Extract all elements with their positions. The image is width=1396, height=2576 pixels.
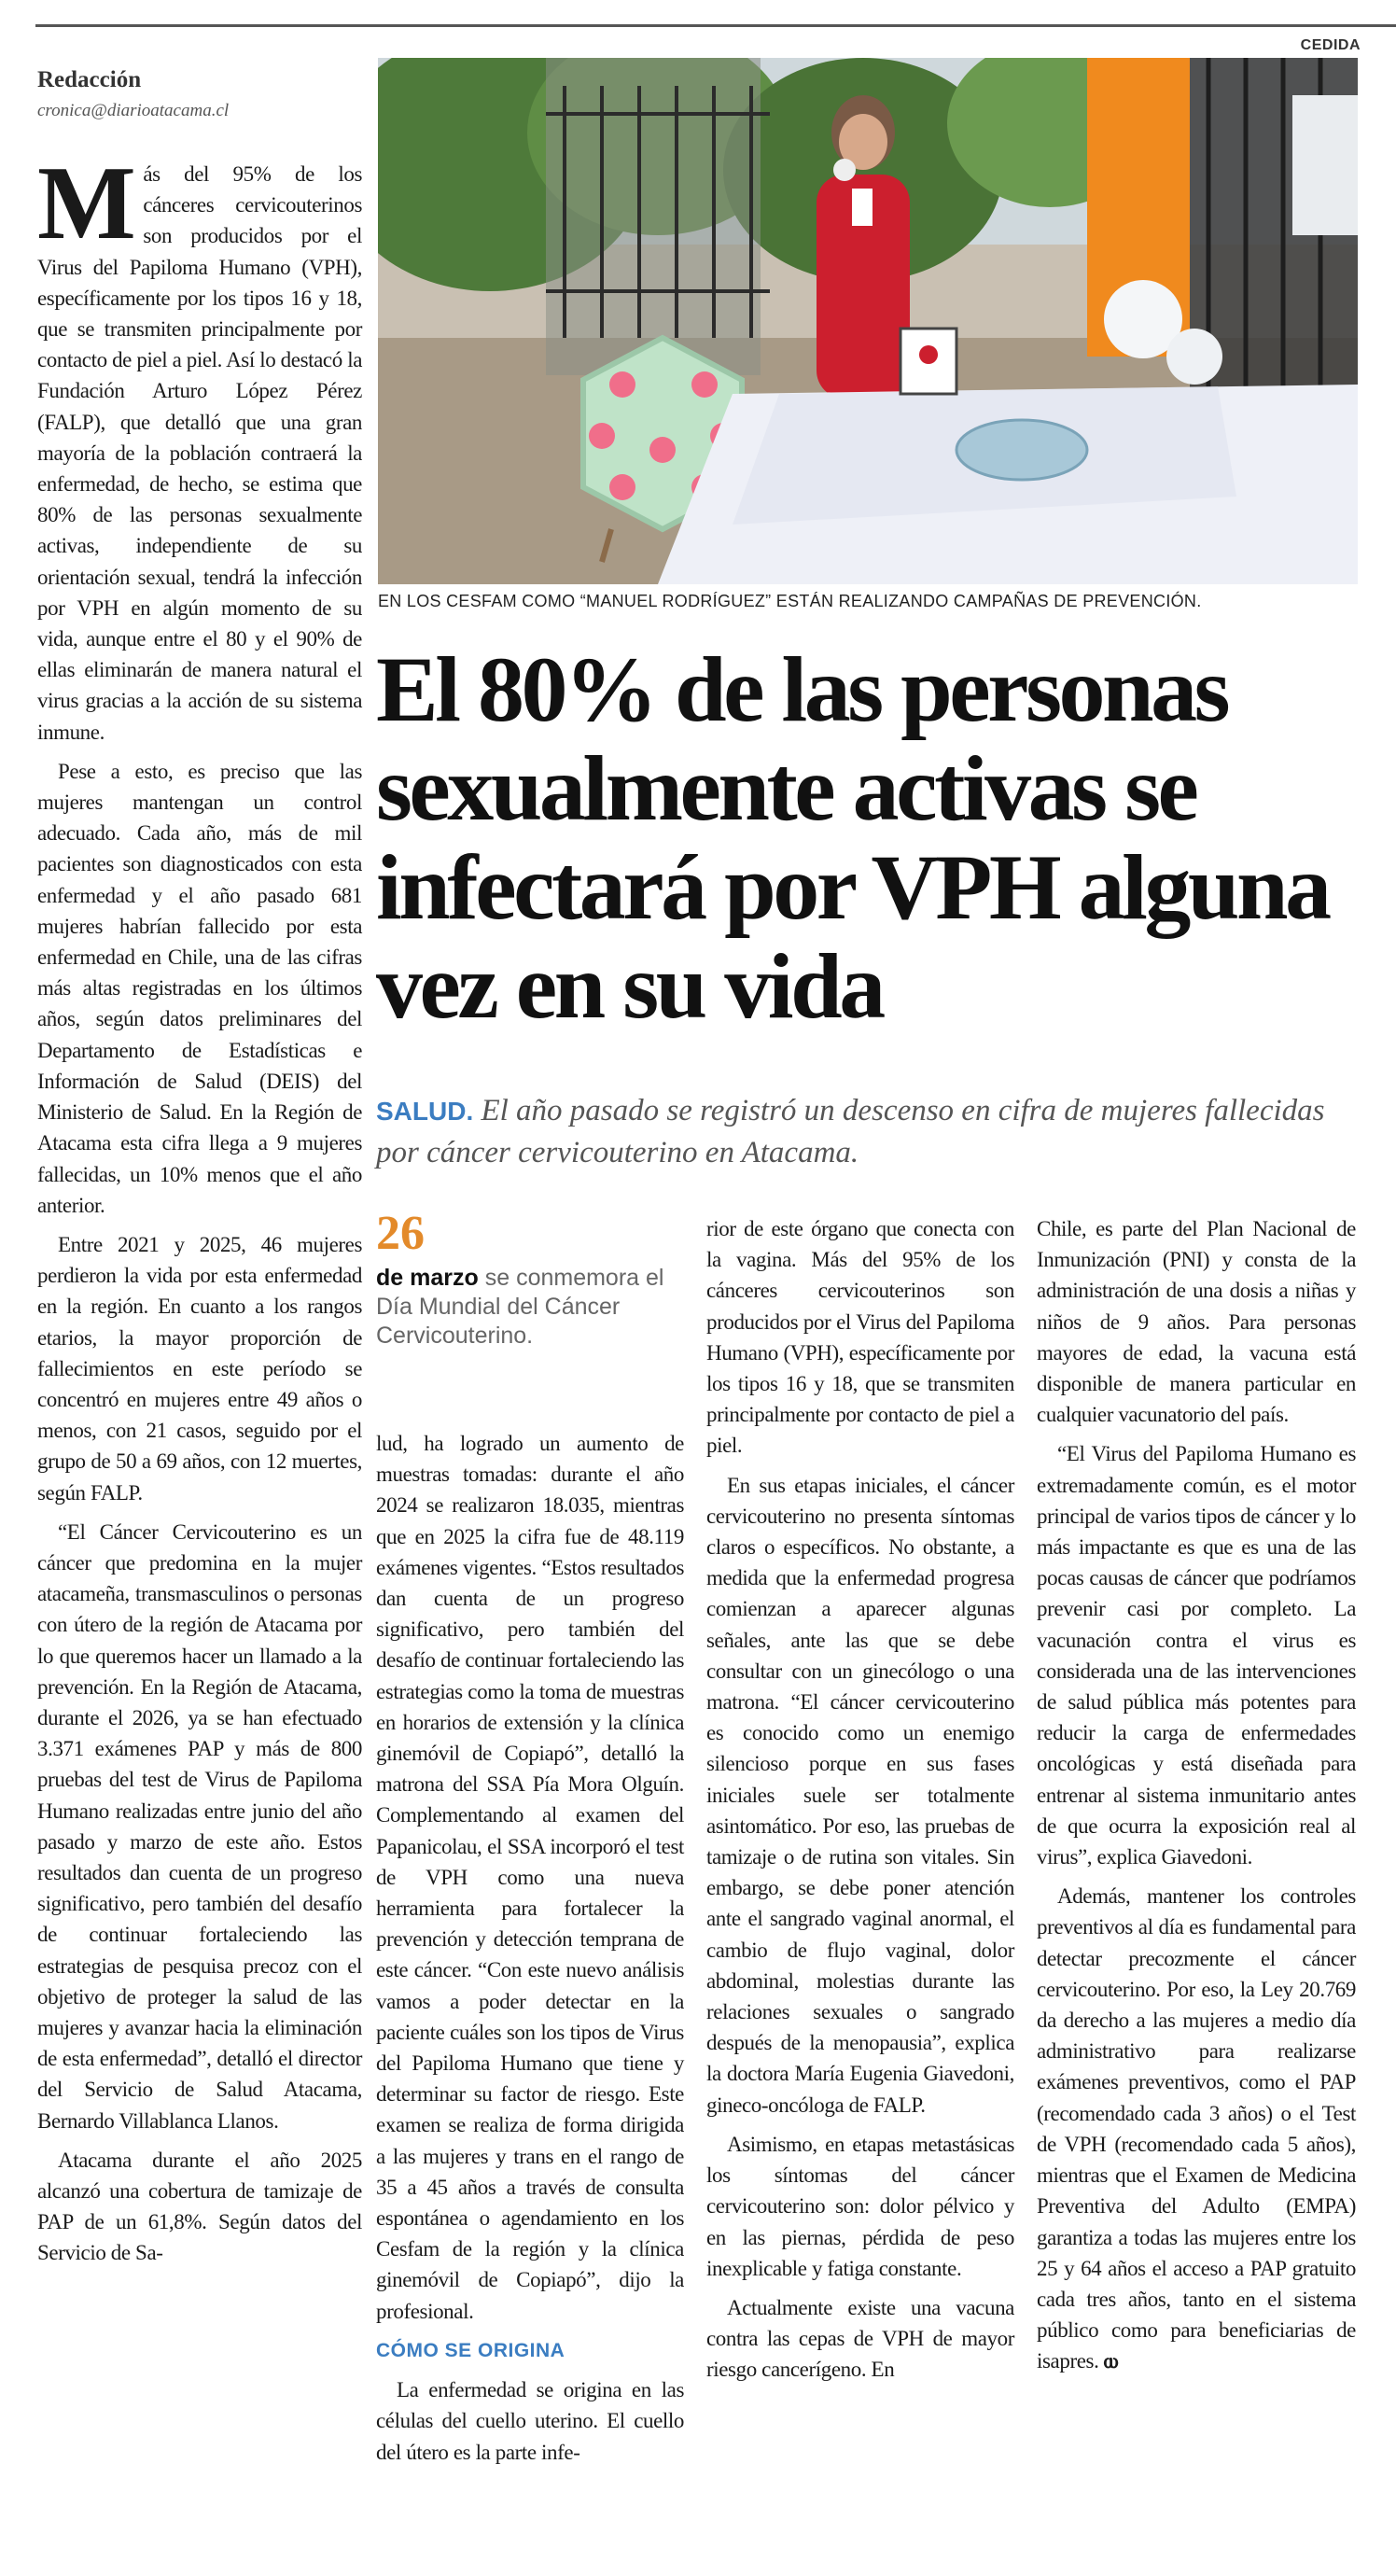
paragraph: Asimismo, en etapas metastásicas los síntomas del cáncer cervicouterino son: dolor pélvico y en las piernas, pérdida de peso inexplicable y fatiga constante. [706,2132,1014,2280]
factbox-bold: de marzo [376,1265,479,1291]
photo-credit: CEDIDA [1300,37,1361,53]
paragraph: Pese a esto, es preciso que las mujeres mantengan un control adecuado. Cada año, más de mil pacientes son diagnosticados con esta enfermedad y el año pasado 681 mujeres habrían fallecido por esta enfermedad en Chile, una de las cifras más altas registradas en los últimos años, según datos preliminares del Departamento de Estadísticas e Información de Salud (DEIS) del Ministerio de Salud. En la Región de Atacama esta cifra llega a 9 mujeres fallecidas, un 10% menos que el año anterior. [37,759,362,1217]
deck-text: El año pasado se registró un descenso en cifra de mujeres fallecidas por cáncer cervicouterino en Atacama. [376,1094,1325,1169]
paragraph: Además, mantener los controles preventivos al día es fundamental para detectar precozmente el cáncer cervicouterino. Por eso, la Ley 20.769 da derecho a las mujeres a medio día administrativo para realizarse exámenes preventivos, como el PAP (recomendado cada 3 años) o el Test de VPH (recomendado cada 5 años), mientras que el Examen de Medicina Preventiva del Adulto (EMPA) garantiza a todas las mujeres entre los 25 y 64 años el acceso a PAP gratuito cada tres años, tanto en el sistema público como para beneficiarias de isapres. ⲱ [1037,1884,1356,2373]
paragraph: Más del 95% de los cánceres cervicouterinos son producidos por el Virus del Papiloma Humano (VPH), específicamente por los tipos 16 y 18, que se transmiten principalmente por contacto de piel a piel. Así lo destacó la Fundación Arturo López Pérez (FALP), que detalló que una gran mayoría de la población contraerá la enfermedad, de hecho, se estima que 80% de las personas sexualmente activas, independiente de su orientación sexual, tendrá la infección por VPH en algún momento de su vida, aunque entre el 80 y el 90% de ellas eliminarán de manera natural el virus gracias a la acción de su sistema inmune. [37,146,362,744]
deck [376,1090,1365,1174]
paragraph: Chile, es parte del Plan Nacional de Inmunización (PNI) y consta de la administración de una dosis a niñas y niños de 9 años. Para personas mayores de edad, la vacuna está disponible de manera particular en cualquier vacunatorio del país. [1037,1217,1356,1427]
article-column-1 [37,146,362,2277]
article-column-2 [376,1428,684,2476]
byline [37,67,373,121]
paragraph: En sus etapas iniciales, el cáncer cervicouterino no presenta síntomas claros o específicos. No obstante, a medida que la enfermedad progresa comienzan a aparecer algunas señales, ante las que se debe consultar con un ginecólogo o una matrona. “El cáncer cervicouterino es conocido como un enemigo silencioso porque en sus fases iniciales suele ser totalmente asintomático. Por eso, las pruebas de tamizaje o de rutina son vitales. Sin embargo, se debe poner atención ante el sangrado vaginal anormal, el cambio de flujo vaginal, dolor abdominal, molestias durante las relaciones sexuales o sangrado después de la menopausia”, explica la doctora María Eugenia Giavedoni, gineco-oncóloga de FALP. [706,1473,1014,2117]
photo-illustration [378,58,1358,584]
subhead: CÓMO SE ORIGINA [376,2339,565,2361]
end-mark-icon: ⲱ [1103,2348,1119,2373]
factbox-text [376,1264,684,1351]
paragraph: La enfermedad se origina en las células del cuello uterino. El cuello del útero es la parte infe- [376,2378,684,2464]
factbox-number: 26 [376,1207,425,1260]
byline-email[interactable]: cronica@diarioatacama.cl [37,101,230,120]
factbox-rest: se conmemora el Día Mundial del Cáncer Cervicouterino. [376,1265,664,1349]
paragraph: Entre 2021 y 2025, 46 mujeres perdieron la vida por esta enfermedad en la región. En cuanto a los rangos etarios, la mayor proporción de fallecimientos en este período se concentró en mujeres entre 49 años o menos, con 21 casos, seguido por el grupo de 50 a 69 años, con 12 muertes, según FALP. [37,1232,362,1505]
photo-caption: EN LOS CESFAM COMO “MANUEL RODRÍGUEZ” ESTÁN REALIZANDO CAMPAÑAS DE PREVENCIÓN. [378,592,1202,610]
article-column-4 [1037,1213,1356,2386]
deck-kicker: SALUD. [376,1097,474,1126]
drop-cap: M [37,146,136,261]
paragraph: lud, ha logrado un aumento de muestras tomadas: durante el año 2024 se realizaron 18.035, mientras que en 2025 la cifra fue de 48.119 exámenes vigentes. “Estos resultados dan cuenta de un progreso significativo, pero también del desafío de continuar fortaleciendo las estrategias como la toma de muestras en horarios de extensión y la clínica ginemóvil de Copiapó”, detalló la matrona del SSA Pía Mora Olguín. Complementando al examen del Papanicolau, el SSA incorporó el test de VPH como una nueva herramienta para fortalecer la prevención y detección temprana de este cáncer. “Con este nuevo análisis vamos a poder detectar en la paciente cuáles son los tipos de Virus del Papiloma Humano que tiene y determinar su factor de riesgo. Este examen se realiza de forma dirigida a las mujeres y trans en el rango de 35 a 45 años a través de consulta espontánea o agendamiento en los Cesfam de la región y la clínica ginemóvil de Copiapó”, dijo la profesional. [376,1432,684,2323]
paragraph: Actualmente existe una vacuna contra las cepas de VPH de mayor riesgo cancerígeno. En [706,2295,1014,2382]
paragraph: rior de este órgano que conecta con la vagina. Más del 95% de los cánceres cervicouterinos son producidos por el Virus del Papiloma Humano (VPH), específicamente por los tipos 16 y 18, que se transmiten principalmente por contacto de piel a piel. [706,1217,1014,1458]
paragraph: “El Cáncer Cervicouterino es un cáncer que predomina en la mujer atacameña, transmasculinos o personas con útero de la región de Atacama por lo que queremos hacer un llamado a la prevención. En la Región de Atacama, durante el 2026, ya se han efectuado 3.371 exámenes PAP y más de 800 pruebas del test de Virus de Papiloma Humano realizadas entre junio del año pasado y marzo de este año. Estos resultados dan cuenta de un progreso significativo, pero también del desafío de continuar fortaleciendo las estrategias de pesquisa precoz con el objetivo de proteger la salud de las mujeres y avanzar hacia la eliminación de esta enfermedad”, detalló el director del Servicio de Salud Atacama, Bernardo Villablanca Llanos. [37,1519,362,2133]
byline-author: Redacción [37,67,142,92]
top-rule [35,24,1396,27]
article-photo [378,58,1358,584]
paragraph: Atacama durante el año 2025 alcanzó una cobertura de tamizaje de PAP de un 61,8%. Según datos del Servicio de Sa- [37,2148,362,2265]
paragraph: “El Virus del Papiloma Humano es extremadamente común, es el motor principal de varios tipos de cáncer y lo más impactante es que es una de las pocas causas de cáncer que podríamos prevenir casi por completo. La vacunación contra el virus es considerada una de las intervenciones de salud pública más potentes para reducir la carga de enfermedades oncológicas y está diseñada para entrenar al sistema inmunitario antes de que ocurra la exposición real al virus”, explica Giavedoni. [1037,1442,1356,1869]
headline: El 80% de las personas sexualmente activas se infectará por VPH alguna vez en su vida [376,637,1329,1038]
article-column-3 [706,1213,1014,2394]
factbox [376,1208,684,1351]
